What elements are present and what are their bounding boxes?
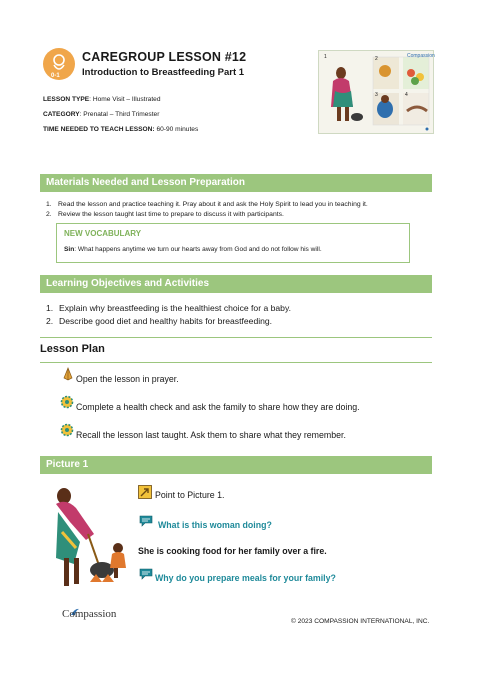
objective-item-1: 1. Explain why breastfeeding is the healthiest choice for a baby. (46, 303, 292, 313)
vocabulary-term: Sin (64, 246, 75, 253)
lesson-plan-heading: Lesson Plan (40, 343, 105, 355)
plan-step-1: Open the lesson in prayer. (76, 374, 179, 384)
materials-item-1: 1. Read the lesson and practice teaching it. Pray about it and ask the Holy Spirit to lead you in teaching it. (46, 201, 368, 208)
time-line (43, 126, 198, 133)
thumb-number-1: 1 (324, 54, 327, 60)
picture1-question-2: Why do you prepare meals for your family? (155, 573, 336, 583)
thumb-number-4: 4 (405, 92, 408, 98)
cooking-woman-illustration (44, 482, 136, 594)
logo-tag: 0-1 (51, 73, 60, 79)
picture1-question-1: What is this woman doing? (158, 520, 272, 530)
question-bubble-icon-1 (138, 514, 154, 528)
vocabulary-title: NEW VOCABULARY (64, 229, 142, 238)
point-arrow-icon (138, 485, 152, 499)
objectives-section-header: Learning Objectives and Activities (40, 275, 432, 293)
recall-icon (59, 422, 75, 438)
thumb-number-2: 2 (375, 56, 378, 62)
thumb-number-3: 3 (375, 92, 378, 98)
plan-bottom-rule (40, 362, 432, 363)
lesson-type-label: LESSON TYPE (43, 96, 90, 103)
picture1-point: Point to Picture 1. (155, 490, 225, 500)
lesson-type-line (43, 96, 161, 103)
lesson-subtitle: Introduction to Breastfeeding Part 1 (82, 67, 245, 78)
time-value: 60-90 minutes (154, 126, 199, 133)
plan-step-3: Recall the lesson last taught. Ask them to share what they remember. (76, 430, 346, 440)
health-check-icon (59, 394, 75, 410)
picture1-answer-1: She is cooking food for her family over a fire. (138, 546, 327, 556)
lesson-thumbnail-image (318, 50, 434, 134)
category-value: : Prenatal – Third Trimester (79, 111, 160, 118)
category-label: CATEGORY (43, 111, 80, 118)
question-bubble-icon-2 (138, 567, 154, 581)
footer-brand: Compassion (62, 608, 117, 620)
plan-top-rule (40, 337, 432, 338)
footer-copyright: © 2023 COMPASSION INTERNATIONAL, INC. (291, 618, 430, 625)
plan-step-2: Complete a health check and ask the family to share how they are doing. (76, 402, 360, 412)
materials-item-2: 2. Review the lesson taught last time to prepare to discuss it with participants. (46, 211, 284, 218)
time-label: TIME NEEDED TO TEACH LESSON: (43, 126, 155, 133)
lesson-title: CAREGROUP LESSON #12 (82, 50, 247, 64)
objective-item-2: 2. Describe good diet and healthy habits for breastfeeding. (46, 316, 273, 326)
lesson-type-value: : Home Visit – Illustrated (89, 96, 161, 103)
materials-section-header: Materials Needed and Lesson Preparation (40, 174, 432, 192)
praying-hands-icon (60, 366, 76, 382)
vocabulary-def-text: : What happens anytime we turn our hearts away from God and do not follow his will. (74, 246, 322, 253)
thumb-brand: Compassion (407, 53, 435, 59)
vocabulary-definition (64, 246, 322, 253)
picture1-section-header: Picture 1 (40, 456, 432, 474)
category-line (43, 111, 159, 118)
